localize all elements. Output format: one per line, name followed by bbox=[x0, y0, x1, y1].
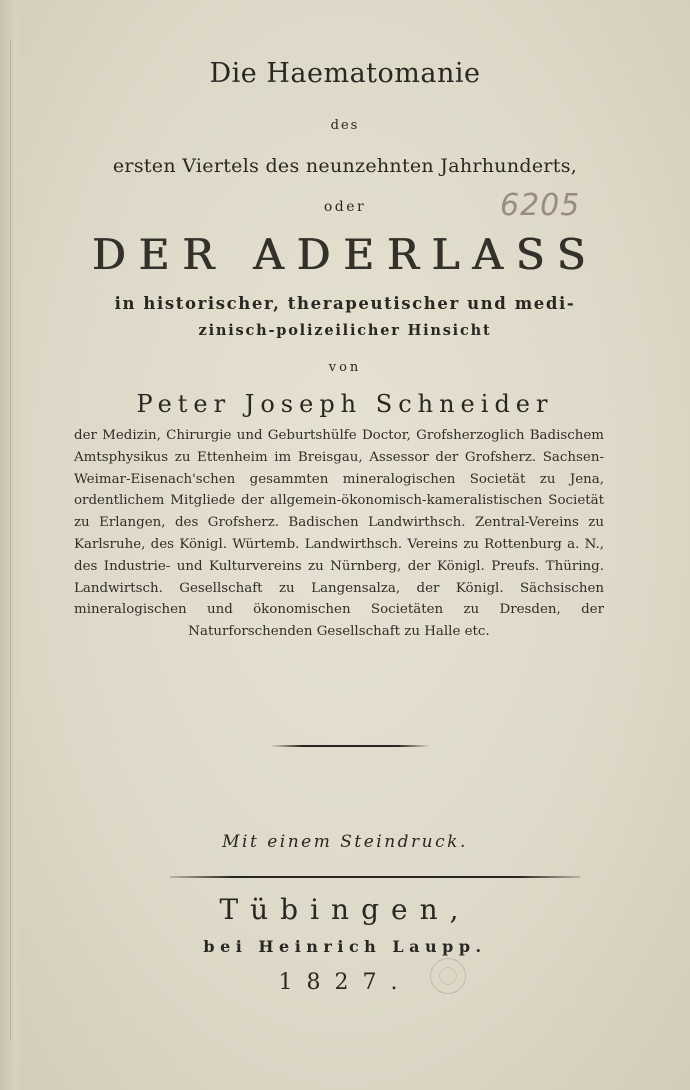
main-title: DER ADERLASS bbox=[91, 230, 599, 279]
byline-von: von bbox=[328, 360, 362, 375]
title-line-2: ersten Viertels des neunzehnten Jahrhunderts, bbox=[112, 155, 578, 177]
subtitle-line-1: in historischer, therapeutischer und medi- bbox=[114, 294, 576, 313]
imprint-city: Tübingen, bbox=[219, 893, 471, 926]
binding-crease bbox=[10, 40, 11, 1040]
ornamental-rule bbox=[270, 744, 430, 748]
title-oder: oder bbox=[323, 199, 367, 215]
plate-note: Mit einem Steindruck. bbox=[222, 832, 468, 852]
title-line-1: Die Haematomanie bbox=[209, 58, 481, 89]
library-stamp bbox=[430, 958, 466, 994]
author-name: Peter Joseph Schneider bbox=[136, 390, 554, 418]
imprint-publisher: bei Heinrich Laupp. bbox=[203, 937, 487, 956]
title-des: des bbox=[330, 118, 360, 133]
subtitle-line-2: zinisch-polizeilicher Hinsicht bbox=[198, 322, 492, 339]
imprint-divider bbox=[170, 876, 580, 878]
author-credentials: der Medizin, Chirurgie und Geburtshülfe Doctor, Grofsherzoglich Badischem Amtsphysikus zu Ettenheim im Breisgau, Assessor der Grofsherz. Sachsen-Weimar-Eisenach'schen gesammten mineralogischen Societät zu Jena, ordentlichem Mitgliede der allgemein-ökonomisch-kameralistischen Societät zu Erlangen, des Grofsherz. Badischen Landwirthsch. Zentral-Vereins zu Karlsruhe, des Königl. Würtemb. Landwirthsch. Vereins zu Rottenburg a. N., des Industrie- und Kulturvereins zu Nürnberg, der Königl. Preufs. Thüring. Landwirtsch. Gesellschaft zu Langensalza, der Königl. Sächsischen mineralogischen und ökonomischen Societäten zu Dresden, der Naturforschenden Gesellschaft zu Halle etc. bbox=[74, 428, 604, 640]
imprint-year: 1827. bbox=[278, 970, 412, 995]
handwritten-shelf-number: 6205 bbox=[500, 188, 581, 223]
